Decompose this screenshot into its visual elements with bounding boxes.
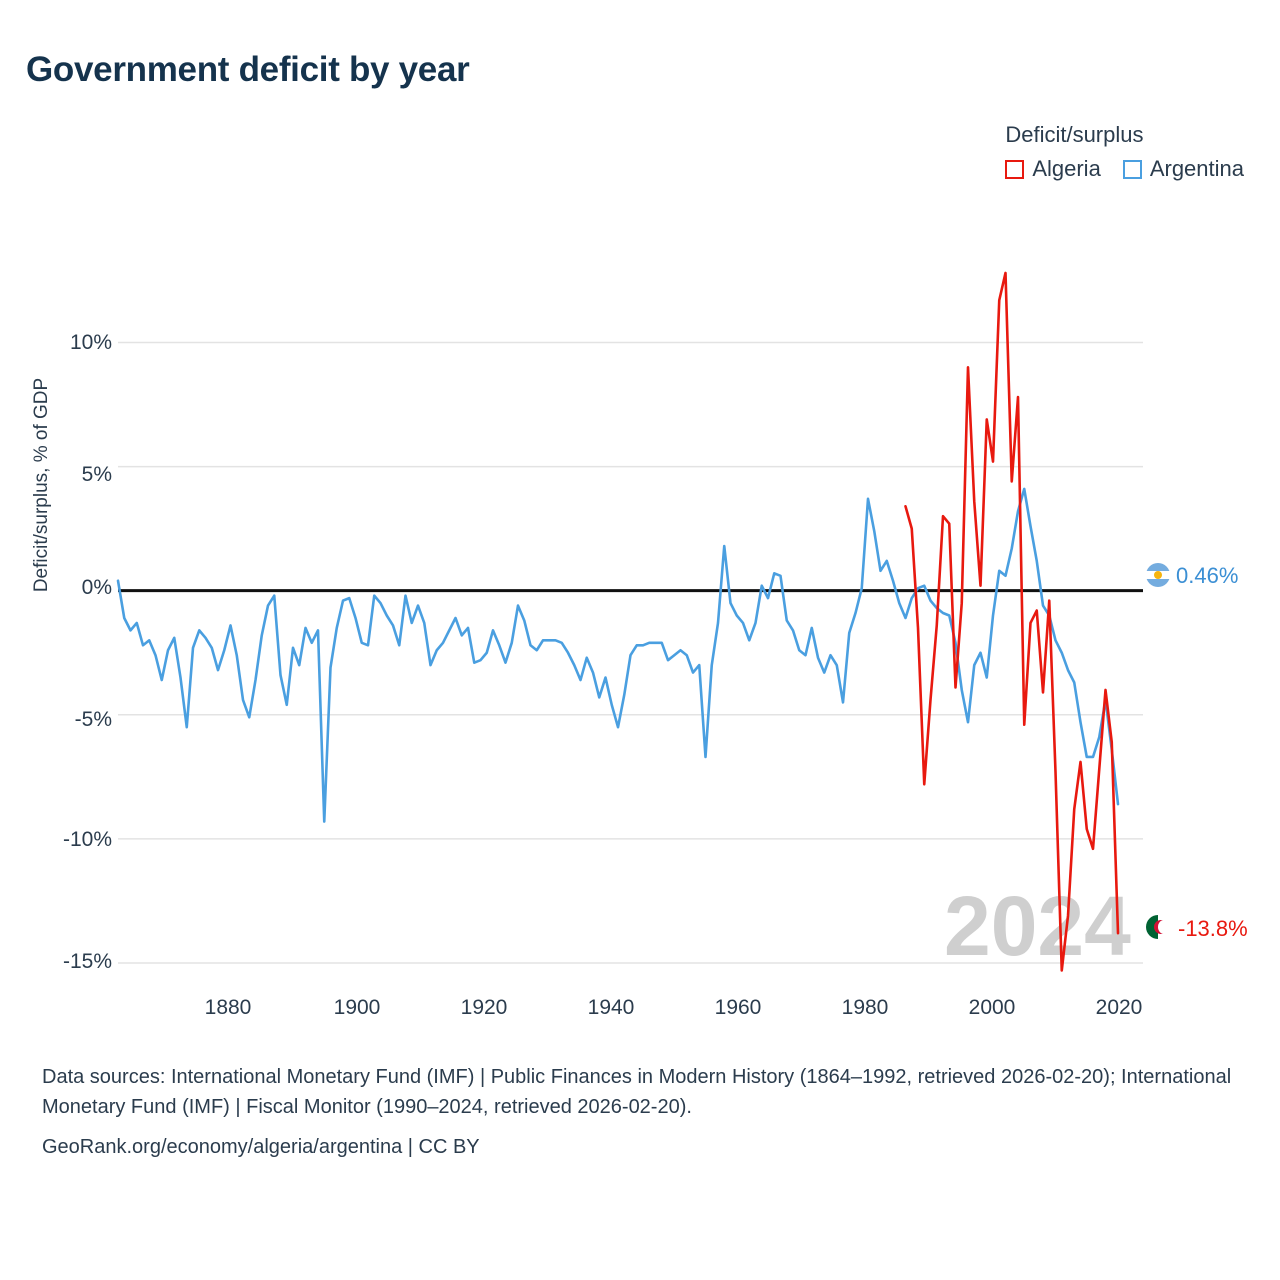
y-tick-label: 5% bbox=[81, 463, 112, 486]
y-tick-label: 0% bbox=[81, 576, 112, 599]
data-sources-text: Data sources: International Monetary Fund (IMF) | Public Finances in Modern History (1864–1992, retrieved 2026-02-20); International Monetary Fund (IMF) | Fiscal Monitor (1990–2024, retrieved 2026-02-20). bbox=[42, 1066, 1232, 1118]
x-tick-label: 1940 bbox=[587, 996, 635, 1019]
y-tick-label: 10% bbox=[69, 331, 112, 354]
y-axis-label: Deficit/surplus, % of GDP bbox=[31, 377, 52, 593]
x-tick-label: 1900 bbox=[333, 996, 381, 1019]
legend-title: Deficit/surplus bbox=[1005, 122, 1144, 147]
x-tick-label: 2020 bbox=[1095, 996, 1143, 1019]
legend-label-argentina: Argentina bbox=[1149, 156, 1244, 181]
argentina-end-value: 0.46% bbox=[1176, 563, 1239, 588]
argentina-flag-icon bbox=[1146, 563, 1170, 587]
y-tick-label: -10% bbox=[62, 828, 112, 851]
y-tick-label: -15% bbox=[62, 950, 112, 973]
page-title: Government deficit by year bbox=[26, 50, 470, 89]
x-tick-label: 2000 bbox=[968, 996, 1016, 1019]
algeria-end-value: -13.8% bbox=[1178, 916, 1248, 941]
y-tick-label: -5% bbox=[74, 708, 112, 731]
legend-label-algeria: Algeria bbox=[1032, 156, 1101, 181]
x-tick-label: 1920 bbox=[460, 996, 508, 1019]
footer bbox=[42, 1062, 1242, 1162]
x-tick-label: 1960 bbox=[714, 996, 762, 1019]
attribution-text: GeoRank.org/economy/algeria/argentina | CC BY bbox=[42, 1136, 480, 1158]
x-tick-label: 1880 bbox=[204, 996, 252, 1019]
algeria-flag-icon bbox=[1146, 915, 1170, 939]
watermark-year: 2024 bbox=[944, 879, 1131, 973]
x-tick-label: 1980 bbox=[841, 996, 889, 1019]
